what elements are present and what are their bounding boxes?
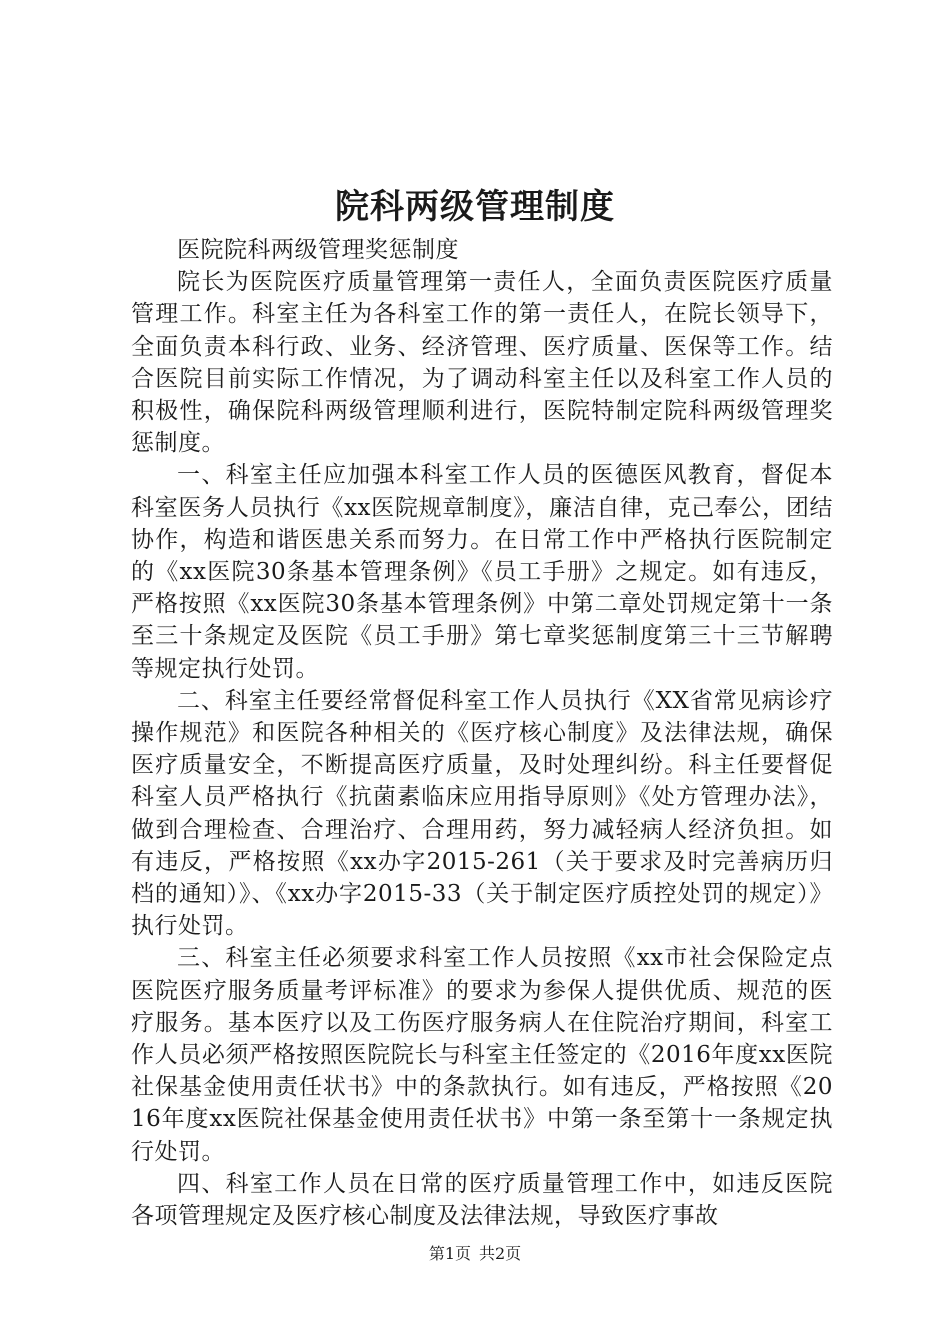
paragraph-article-3: 三、科室主任必须要求科室工作人员按照《xx市社会保险定点医院医疗服务质量考评标准》的要求为参保人提供优质、规范的医疗服务。基本医疗以及工伤医疗服务病人在住院治疗期间，科室工作人员必须严格按照医院院长与科室主任签定的《2016年度xx医院社保基金使用责任状书》中的条款执行。如有违反，严格按照《2016年度xx医院社保基金使用责任状书》中第一条至第十一条规定执行处罚。 (131, 945, 833, 1165)
document-title: 院科两级管理制度 (335, 187, 615, 227)
paragraph-article-4: 四、科室工作人员在日常的医疗质量管理工作中，如违反医院各项管理规定及医疗核心制度及法律法规，导致医疗事故 (131, 1170, 833, 1230)
paragraph-subtitle: 医院院科两级管理奖惩制度 (177, 237, 459, 263)
document-body (131, 234, 833, 1232)
paragraph-article-1: 一、科室主任应加强本科室工作人员的医德医风教育，督促本科室医务人员执行《xx医院规章制度》，廉洁自律，克己奉公，团结协作，构造和谐医患关系而努力。在日常工作中严格执行医院制定的《xx医院30条基本管理条例》《员工手册》之规定。如有违反，严格按照《xx医院30条基本管理条例》中第二章处罚规定第十一条至三十条规定及医院《员工手册》第七章奖惩制度第三十三节解聘等规定执行处罚。 (131, 462, 833, 682)
page-footer (0, 1243, 950, 1265)
page-total: 共2页 (479, 1244, 522, 1263)
page-number: 第1页 (428, 1244, 471, 1263)
paragraph-intro: 院长为医院医疗质量管理第一责任人，全面负责医院医疗质量管理工作。科室主任为各科室工作的第一责任人，在院长领导下，全面负责本科行政、业务、经济管理、医疗质量、医保等工作。结合医院目前实际工作情况，为了调动科室主任以及科室工作人员的积极性，确保院科两级管理顺利进行，医院特制定院科两级管理奖惩制度。 (131, 269, 833, 457)
paragraph-article-2: 二、科室主任要经常督促科室工作人员执行《XX省常见病诊疗操作规范》和医院各种相关的《医疗核心制度》及法律法规，确保医疗质量安全，不断提高医疗质量，及时处理纠纷。科主任要督促科室人员严格执行《抗菌素临床应用指导原则》《处方管理办法》，做到合理检查、合理治疗、合理用药，努力减轻病人经济负担。如有违反，严格按照《xx办字2015-261（关于要求及时完善病历归档的通知）》、《xx办字2015-33（关于制定医疗质控处罚的规定）》执行处罚。 (131, 687, 833, 940)
